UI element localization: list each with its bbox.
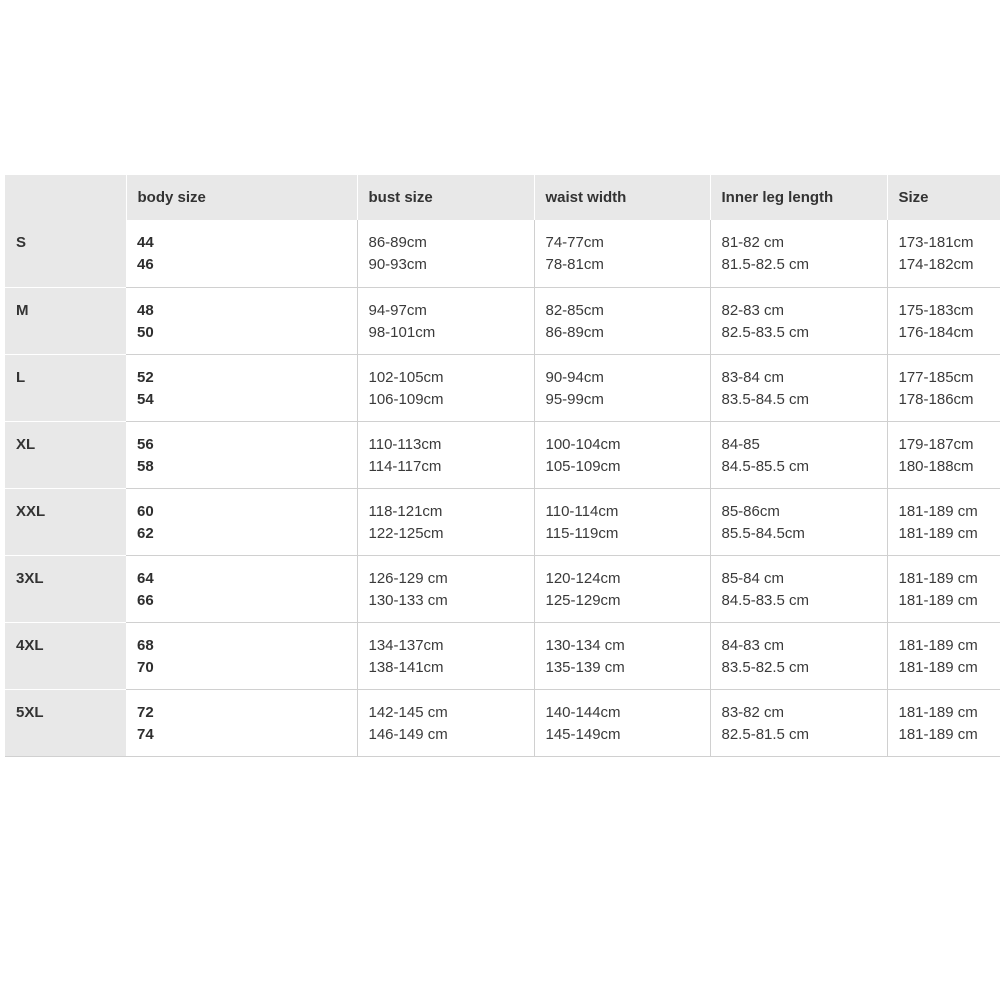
size-label-cell: XL bbox=[5, 421, 126, 488]
body-size-cell-value: 70 bbox=[137, 658, 154, 676]
inner-leg-length-cell-value: 85-84 cm bbox=[721, 569, 785, 587]
bust-size-cell bbox=[357, 354, 534, 421]
bust-size-cell-value: 142-145 cm bbox=[368, 703, 448, 721]
table-row bbox=[5, 220, 1000, 287]
inner-leg-length-cell-value: 84-83 cm bbox=[721, 636, 785, 654]
bust-size-cell-value: 90-93cm bbox=[368, 256, 427, 273]
height-size-cell-value: 181-189 cm bbox=[898, 591, 978, 609]
body-size-cell-value: 56 bbox=[137, 435, 154, 453]
height-size-cell-value: 180-188cm bbox=[898, 457, 974, 475]
body-size-cell bbox=[126, 488, 357, 555]
body-size-cell-value: 62 bbox=[137, 524, 154, 542]
height-size-cell bbox=[887, 622, 1000, 689]
bust-size-cell-value: 94-97cm bbox=[368, 301, 427, 319]
size-label-cell: L bbox=[5, 354, 126, 421]
bust-size-cell bbox=[357, 220, 534, 287]
bust-size-cell-value: 106-109cm bbox=[368, 390, 444, 408]
size-chart-table bbox=[5, 175, 1000, 757]
waist-width-cell bbox=[534, 555, 710, 622]
height-size-cell-value: 173-181cm bbox=[898, 234, 974, 251]
height-size-cell-value: 181-189 cm bbox=[898, 569, 978, 587]
header-inner-leg-length: Inner leg length bbox=[710, 175, 887, 220]
inner-leg-length-cell-value: 84-85 bbox=[721, 435, 760, 453]
table-row bbox=[5, 421, 1000, 488]
height-size-cell-value: 181-189 cm bbox=[898, 524, 978, 542]
waist-width-cell-value: 115-119cm bbox=[545, 524, 619, 542]
body-size-cell-value: 64 bbox=[137, 569, 154, 587]
size-label-cell: 3XL bbox=[5, 555, 126, 622]
table-row bbox=[5, 622, 1000, 689]
waist-width-cell-value: 86-89cm bbox=[545, 323, 604, 341]
waist-width-cell-value: 105-109cm bbox=[545, 457, 621, 475]
bust-size-cell-value: 110-113cm bbox=[368, 435, 442, 453]
body-size-cell-value: 66 bbox=[137, 591, 154, 609]
waist-width-cell-value: 82-85cm bbox=[545, 301, 604, 319]
waist-width-cell-value: 120-124cm bbox=[545, 569, 621, 587]
body-size-cell bbox=[126, 421, 357, 488]
body-size-cell bbox=[126, 689, 357, 756]
waist-width-cell bbox=[534, 488, 710, 555]
inner-leg-length-cell-value: 83.5-84.5 cm bbox=[721, 390, 810, 408]
table-row bbox=[5, 689, 1000, 756]
height-size-cell-value: 179-187cm bbox=[898, 435, 974, 453]
bust-size-cell-value: 118-121cm bbox=[368, 502, 443, 520]
height-size-cell bbox=[887, 421, 1000, 488]
body-size-cell bbox=[126, 220, 357, 287]
table-row bbox=[5, 555, 1000, 622]
body-size-cell-value: 58 bbox=[137, 457, 154, 475]
bust-size-cell-value: 86-89cm bbox=[368, 234, 427, 251]
height-size-cell bbox=[887, 488, 1000, 555]
bust-size-cell-value: 102-105cm bbox=[368, 368, 444, 386]
body-size-cell-value: 44 bbox=[137, 234, 154, 251]
body-size-cell-value: 68 bbox=[137, 636, 154, 654]
waist-width-cell-value: 130-134 cm bbox=[545, 636, 625, 654]
waist-width-cell bbox=[534, 421, 710, 488]
inner-leg-length-cell bbox=[710, 421, 887, 488]
bust-size-cell-value: 114-117cm bbox=[368, 457, 442, 475]
waist-width-cell-value: 90-94cm bbox=[545, 368, 604, 386]
inner-leg-length-cell-value: 82.5-81.5 cm bbox=[721, 725, 810, 743]
waist-width-cell-value: 74-77cm bbox=[545, 234, 604, 251]
waist-width-cell-value: 125-129cm bbox=[545, 591, 621, 609]
body-size-cell-value: 48 bbox=[137, 301, 154, 319]
height-size-cell-value: 181-189 cm bbox=[898, 636, 978, 654]
waist-width-cell bbox=[534, 689, 710, 756]
height-size-cell bbox=[887, 354, 1000, 421]
body-size-cell bbox=[126, 287, 357, 354]
inner-leg-length-cell-value: 85-86cm bbox=[721, 502, 780, 520]
height-size-cell-value: 181-189 cm bbox=[898, 703, 978, 721]
bust-size-cell bbox=[357, 287, 534, 354]
waist-width-cell-value: 78-81cm bbox=[545, 256, 604, 273]
waist-width-cell bbox=[534, 220, 710, 287]
height-size-cell-value: 175-183cm bbox=[898, 301, 974, 319]
inner-leg-length-cell bbox=[710, 354, 887, 421]
waist-width-cell-value: 95-99cm bbox=[545, 390, 604, 408]
bust-size-cell-value: 130-133 cm bbox=[368, 591, 448, 609]
inner-leg-length-cell-value: 84.5-83.5 cm bbox=[721, 591, 810, 609]
inner-leg-length-cell bbox=[710, 622, 887, 689]
size-label-cell: M bbox=[5, 287, 126, 354]
body-size-cell bbox=[126, 555, 357, 622]
height-size-cell bbox=[887, 689, 1000, 756]
height-size-cell-value: 178-186cm bbox=[898, 390, 974, 408]
inner-leg-length-cell-value: 83-84 cm bbox=[721, 368, 785, 386]
height-size-cell-value: 181-189 cm bbox=[898, 725, 978, 743]
inner-leg-length-cell-value: 83-82 cm bbox=[721, 703, 785, 721]
size-label-cell: 5XL bbox=[5, 689, 126, 756]
size-label-cell: XXL bbox=[5, 488, 126, 555]
body-size-cell-value: 60 bbox=[137, 502, 154, 520]
header-bust-size: bust size bbox=[357, 175, 534, 220]
inner-leg-length-cell-value: 82-83 cm bbox=[721, 301, 785, 319]
table-row bbox=[5, 287, 1000, 354]
inner-leg-length-cell-value: 85.5-84.5cm bbox=[721, 524, 805, 542]
bust-size-cell-value: 126-129 cm bbox=[368, 569, 448, 587]
height-size-cell-value: 181-189 cm bbox=[898, 658, 978, 676]
waist-width-cell bbox=[534, 354, 710, 421]
bust-size-cell bbox=[357, 622, 534, 689]
header-height-size: Size bbox=[887, 175, 1000, 220]
body-size-cell-value: 54 bbox=[137, 390, 154, 408]
bust-size-cell bbox=[357, 689, 534, 756]
height-size-cell bbox=[887, 220, 1000, 287]
waist-width-cell bbox=[534, 622, 710, 689]
header-row bbox=[5, 175, 1000, 220]
size-label-cell: S bbox=[5, 220, 126, 287]
waist-width-cell-value: 100-104cm bbox=[545, 435, 621, 453]
bust-size-cell-value: 138-141cm bbox=[368, 658, 444, 676]
inner-leg-length-cell bbox=[710, 488, 887, 555]
height-size-cell-value: 176-184cm bbox=[898, 323, 974, 341]
height-size-cell-value: 174-182cm bbox=[898, 256, 974, 273]
header-size-label bbox=[5, 175, 126, 220]
waist-width-cell-value: 145-149cm bbox=[545, 725, 621, 743]
inner-leg-length-cell-value: 82.5-83.5 cm bbox=[721, 323, 810, 341]
inner-leg-length-cell bbox=[710, 555, 887, 622]
body-size-cell-value: 50 bbox=[137, 323, 154, 341]
waist-width-cell-value: 140-144cm bbox=[545, 703, 621, 721]
table-row bbox=[5, 354, 1000, 421]
bust-size-cell-value: 146-149 cm bbox=[368, 725, 448, 743]
body-size-cell-value: 52 bbox=[137, 368, 154, 386]
header-body-size: body size bbox=[126, 175, 357, 220]
waist-width-cell-value: 135-139 cm bbox=[545, 658, 625, 676]
body-size-cell-value: 46 bbox=[137, 256, 154, 273]
height-size-cell bbox=[887, 555, 1000, 622]
inner-leg-length-cell-value: 81.5-82.5 cm bbox=[721, 256, 810, 273]
inner-leg-length-cell-value: 83.5-82.5 cm bbox=[721, 658, 810, 676]
bust-size-cell-value: 134-137cm bbox=[368, 636, 444, 654]
inner-leg-length-cell bbox=[710, 287, 887, 354]
size-label-cell: 4XL bbox=[5, 622, 126, 689]
table-row bbox=[5, 488, 1000, 555]
body-size-cell bbox=[126, 622, 357, 689]
bust-size-cell bbox=[357, 488, 534, 555]
header-waist-width: waist width bbox=[534, 175, 710, 220]
bust-size-cell-value: 98-101cm bbox=[368, 323, 436, 341]
inner-leg-length-cell bbox=[710, 689, 887, 756]
inner-leg-length-cell-value: 81-82 cm bbox=[721, 234, 785, 251]
inner-leg-length-cell bbox=[710, 220, 887, 287]
bust-size-cell-value: 122-125cm bbox=[368, 524, 444, 542]
height-size-cell bbox=[887, 287, 1000, 354]
body-size-cell-value: 74 bbox=[137, 725, 154, 743]
waist-width-cell-value: 110-114cm bbox=[545, 502, 619, 520]
body-size-cell bbox=[126, 354, 357, 421]
body-size-cell-value: 72 bbox=[137, 703, 154, 721]
bust-size-cell bbox=[357, 421, 534, 488]
height-size-cell-value: 177-185cm bbox=[898, 368, 974, 386]
height-size-cell-value: 181-189 cm bbox=[898, 502, 978, 520]
inner-leg-length-cell-value: 84.5-85.5 cm bbox=[721, 457, 810, 475]
waist-width-cell bbox=[534, 287, 710, 354]
bust-size-cell bbox=[357, 555, 534, 622]
